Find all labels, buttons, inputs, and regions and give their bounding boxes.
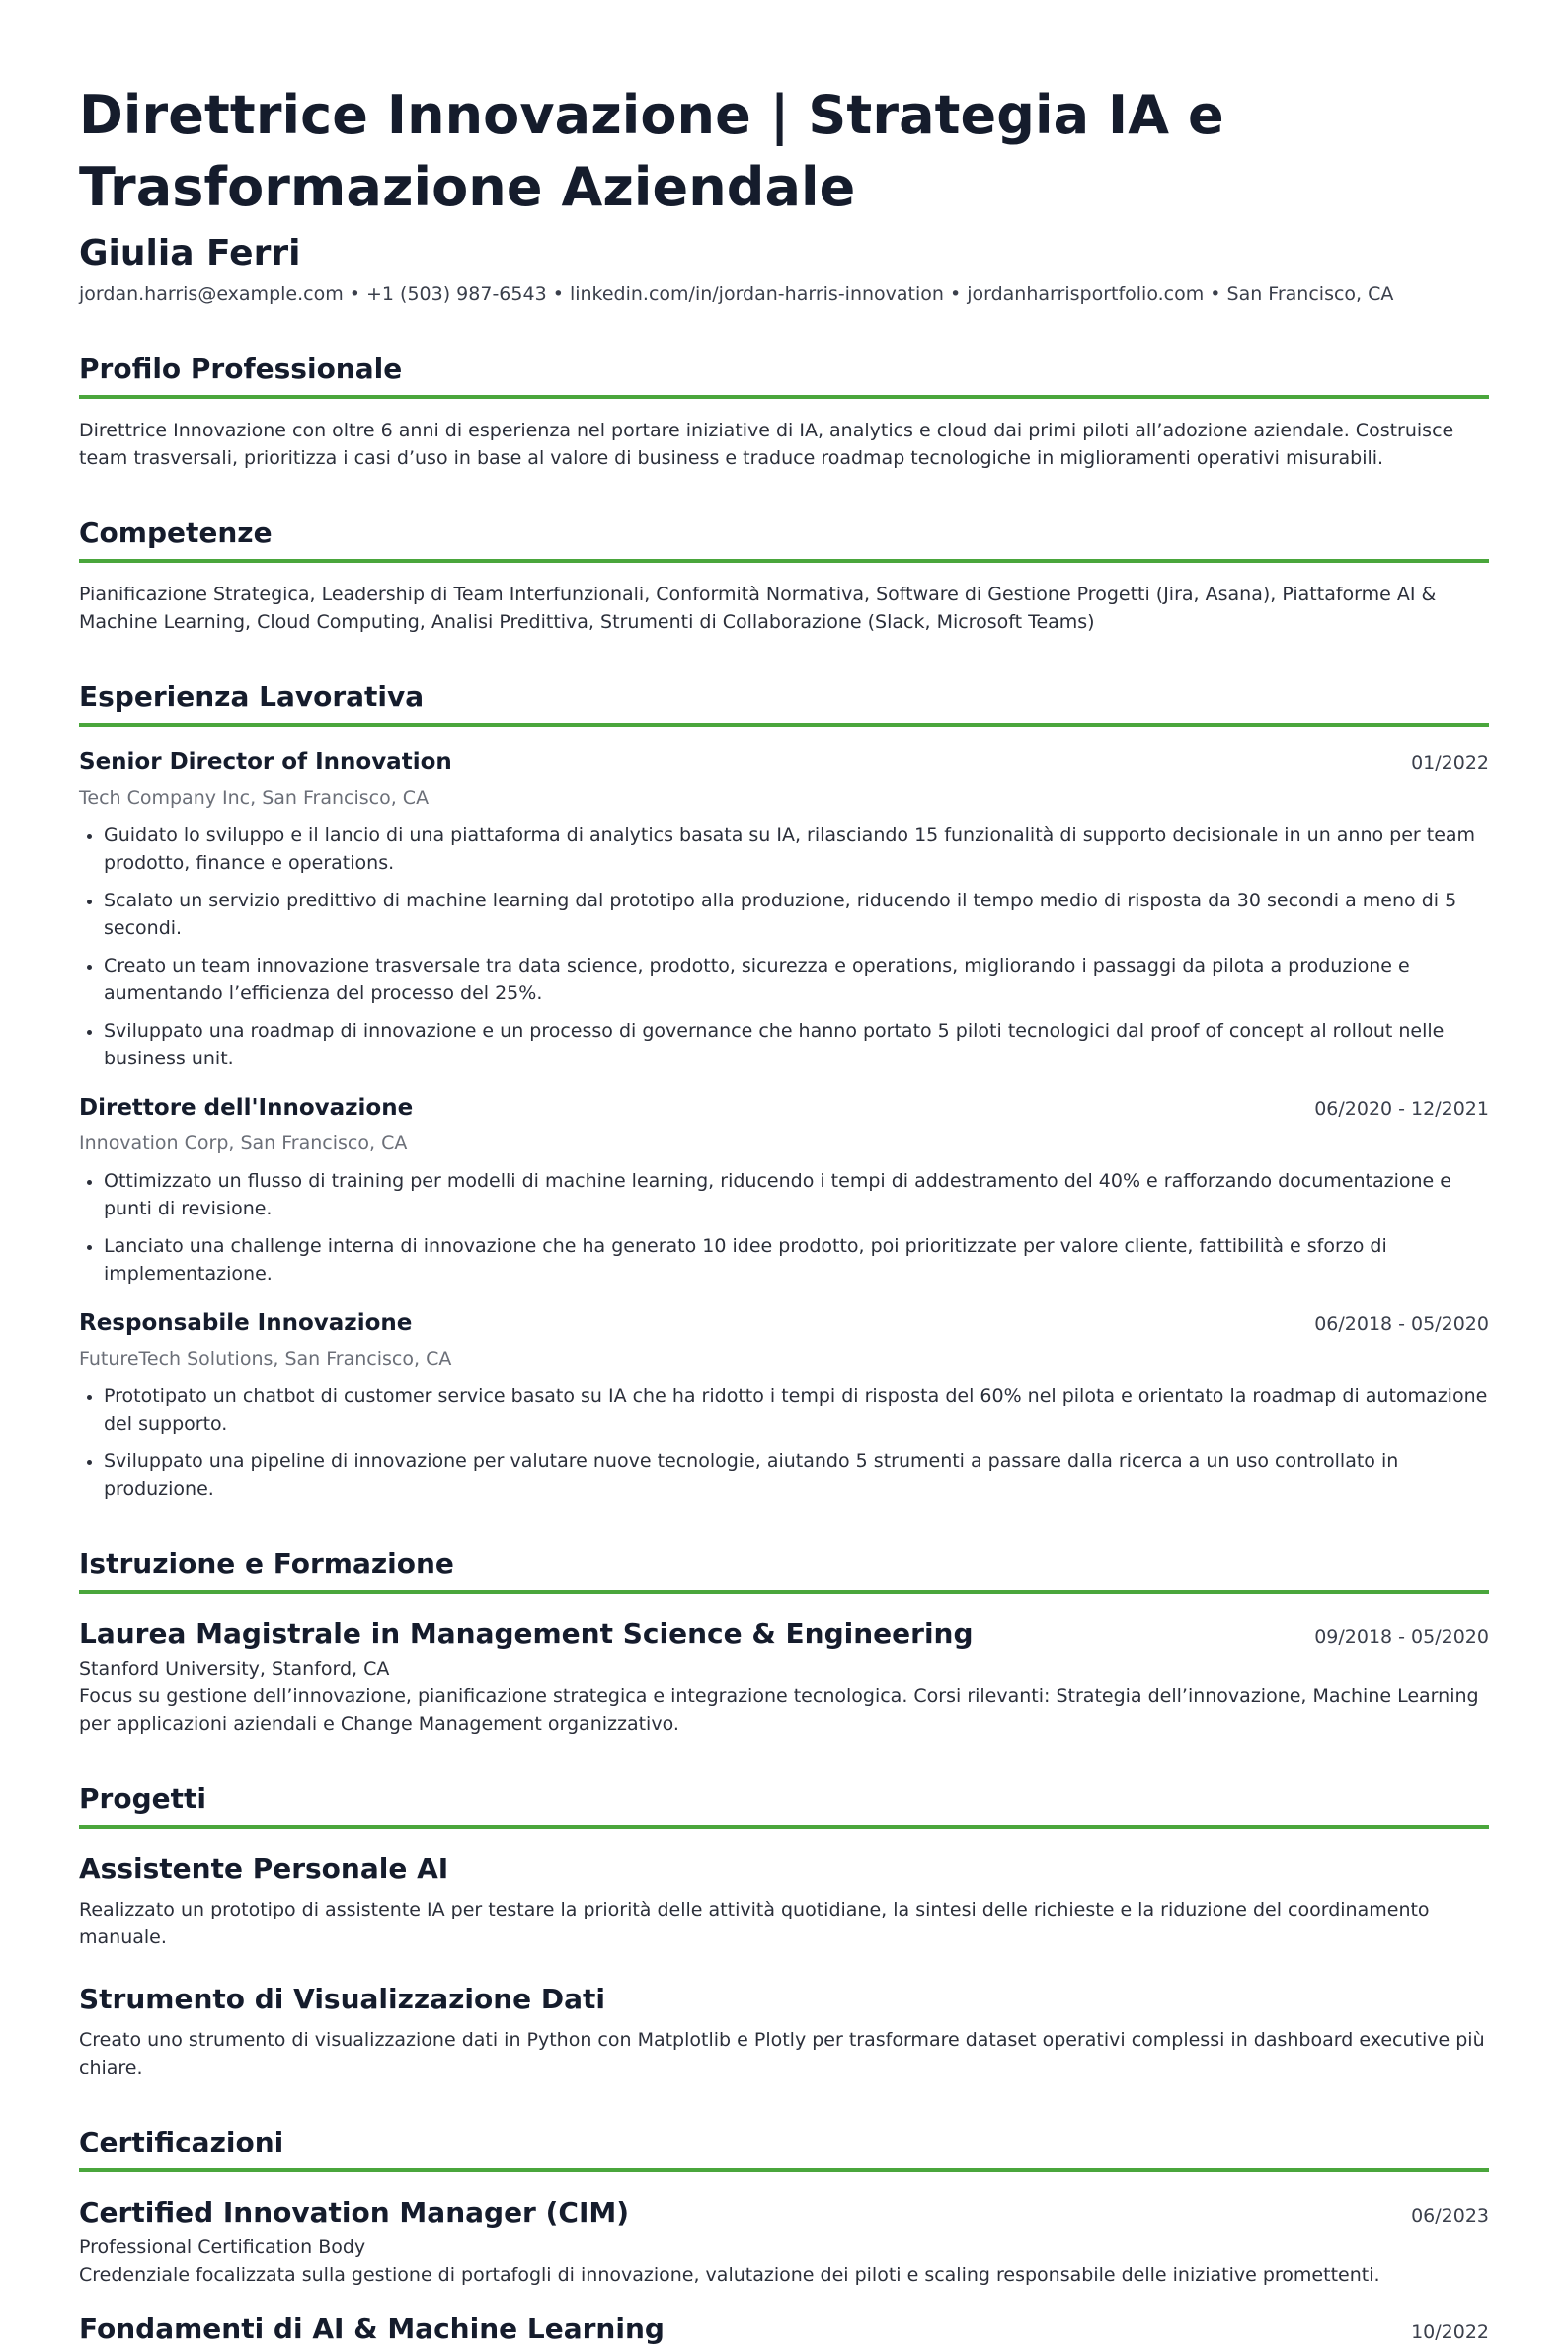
section-heading-experience: Esperienza Lavorativa: [79, 679, 1489, 727]
project-description: Realizzato un prototipo di assistente IA per testare la priorità delle attività quotidiane, la sintesi delle richieste e la riduzione del coordinamento manuale.: [79, 1899, 1430, 1948]
job-header: [79, 1307, 1489, 1339]
certifications-section: [79, 2125, 1489, 2348]
certification-description: Credenziale focalizzata sulla gestione di portafogli di innovazione, valutazione dei piloti e scaling responsabile delle iniziative promettenti.: [79, 2264, 1380, 2286]
education-section: [79, 1546, 1489, 1738]
certification-issuer: Professional Certification Body: [79, 2236, 366, 2258]
job-bullet: Scalato un servizio predittivo di machine learning dal prototipo alla produzione, riducendo il tempo medio di risposta da 30 secondi a meno di 5 secondi.: [79, 887, 1489, 942]
certification-entry: [79, 2194, 1489, 2289]
job-date: 06/2018 - 05/2020: [1314, 1313, 1489, 1335]
job-entry: [79, 1092, 1489, 1288]
job-bullets: [79, 822, 1489, 1072]
candidate-name: Giulia Ferri: [79, 233, 301, 274]
project-entry: [79, 1850, 1489, 1951]
job-bullet: Creato un team innovazione trasversale tra data science, prodotto, sicurezza e operations, migliorando i passaggi da pilota a produzione e aumentando l’efficienza del processo del 25%.: [79, 952, 1489, 1007]
job-company: Innovation Corp, San Francisco, CA: [79, 1133, 408, 1154]
education-date: 09/2018 - 05/2020: [1314, 1626, 1489, 1648]
job-company: Tech Company Inc, San Francisco, CA: [79, 787, 430, 809]
certification-title: Fondamenti di AI & Machine Learning: [79, 2312, 665, 2345]
job-header: [79, 746, 1489, 778]
section-heading-education: Istruzione e Formazione: [79, 1546, 1489, 1594]
job-bullet: Prototipato un chatbot di customer service basato su IA che ha ridotto i tempi di risposta del 60% nel pilota e orientato la roadmap di automazione del supporto.: [79, 1382, 1489, 1438]
degree-title: Laurea Magistrale in Management Science & Engineering: [79, 1617, 974, 1650]
section-heading-certifications: Certificazioni: [79, 2125, 1489, 2172]
job-bullet: Ottimizzato un flusso di training per modelli di machine learning, riducendo i tempi di addestramento del 40% e rafforzando documentazione e punti di revisione.: [79, 1167, 1489, 1222]
certification-entry: [79, 2310, 1489, 2348]
job-bullet: Sviluppato una roadmap di innovazione e un processo di governance che hanno portato 5 piloti tecnologici dal proof of concept al rollout nelle business unit.: [79, 1017, 1489, 1072]
section-heading-profile: Profilo Professionale: [79, 352, 1489, 399]
job-bullet: Lanciato una challenge interna di innovazione che ha generato 10 idee prodotto, poi prioritizzate per valore cliente, fattibilità e sforzo di implementazione.: [79, 1232, 1489, 1288]
education-description: Focus su gestione dell’innovazione, pianificazione strategica e integrazione tecnologica. Corsi rilevanti: Strategia dell’innovazione, Machine Learning per applicazioni aziendali e Change Management organizzativo.: [79, 1685, 1479, 1735]
section-heading-projects: Progetti: [79, 1781, 1489, 1829]
job-title: Direttore dell'Innovazione: [79, 1095, 414, 1121]
profile-text: Direttrice Innovazione con oltre 6 anni di esperienza nel portare iniziative di IA, analytics e cloud dai primi piloti all’adozione aziendale. Costruisce team trasversali, prioritizza i casi d’uso in base al valore di business e traduce roadmap tecnologiche in miglioramenti operativi misurabili.: [79, 420, 1454, 469]
certification-header: [79, 2194, 1489, 2231]
contact-line: jordan.harris@example.com • +1 (503) 987-6543 • linkedin.com/in/jordan-harris-innovation • jordanharrisportfolio.com • San Francisco, CA: [79, 283, 1394, 305]
job-bullets: [79, 1167, 1489, 1288]
certification-date: 06/2023: [1411, 2205, 1489, 2227]
certification-title: Certified Innovation Manager (CIM): [79, 2196, 630, 2229]
project-title: Assistente Personale AI: [79, 1852, 449, 1885]
skills-section: [79, 515, 1489, 636]
job-company: FutureTech Solutions, San Francisco, CA: [79, 1348, 452, 1370]
project-entry: [79, 1981, 1489, 2081]
section-heading-skills: Competenze: [79, 515, 1489, 563]
resume-title: Direttrice Innovazione | Strategia IA e Trasformazione Aziendale: [79, 84, 1224, 218]
job-entry: [79, 1307, 1489, 1503]
skills-text: Pianificazione Strategica, Leadership di Team Interfunzionali, Conformità Normativa, Software di Gestione Progetti (Jira, Asana), Piattaforme AI & Machine Learning, Cloud Computing, Analisi Predittiva, Strumenti di Collaborazione (Slack, Microsoft Teams): [79, 584, 1437, 633]
education-entry: [79, 1615, 1489, 1738]
job-bullets: [79, 1382, 1489, 1503]
job-header: [79, 1092, 1489, 1124]
certification-header: [79, 2310, 1489, 2348]
experience-section: [79, 679, 1489, 1503]
profile-section: [79, 352, 1489, 472]
job-title: Senior Director of Innovation: [79, 749, 452, 775]
projects-section: [79, 1781, 1489, 2081]
job-entry: [79, 746, 1489, 1072]
certification-date: 10/2022: [1411, 2321, 1489, 2343]
job-title: Responsabile Innovazione: [79, 1310, 413, 1336]
job-date: 06/2020 - 12/2021: [1314, 1098, 1489, 1120]
job-bullet: Sviluppato una pipeline di innovazione per valutare nuove tecnologie, aiutando 5 strumenti a passare dalla ricerca a un uso controllato in produzione.: [79, 1448, 1489, 1503]
job-date: 01/2022: [1411, 752, 1489, 774]
project-description: Creato uno strumento di visualizzazione dati in Python con Matplotlib e Plotly per trasformare dataset operativi complessi in dashboard executive più chiare.: [79, 2029, 1485, 2078]
education-header: [79, 1615, 1489, 1653]
job-bullet: Guidato lo sviluppo e il lancio di una piattaforma di analytics basata su IA, rilasciando 15 funzionalità di supporto decisionale in un anno per team prodotto, finance e operations.: [79, 822, 1489, 877]
institution: Stanford University, Stanford, CA: [79, 1658, 390, 1680]
project-title: Strumento di Visualizzazione Dati: [79, 1983, 606, 2015]
